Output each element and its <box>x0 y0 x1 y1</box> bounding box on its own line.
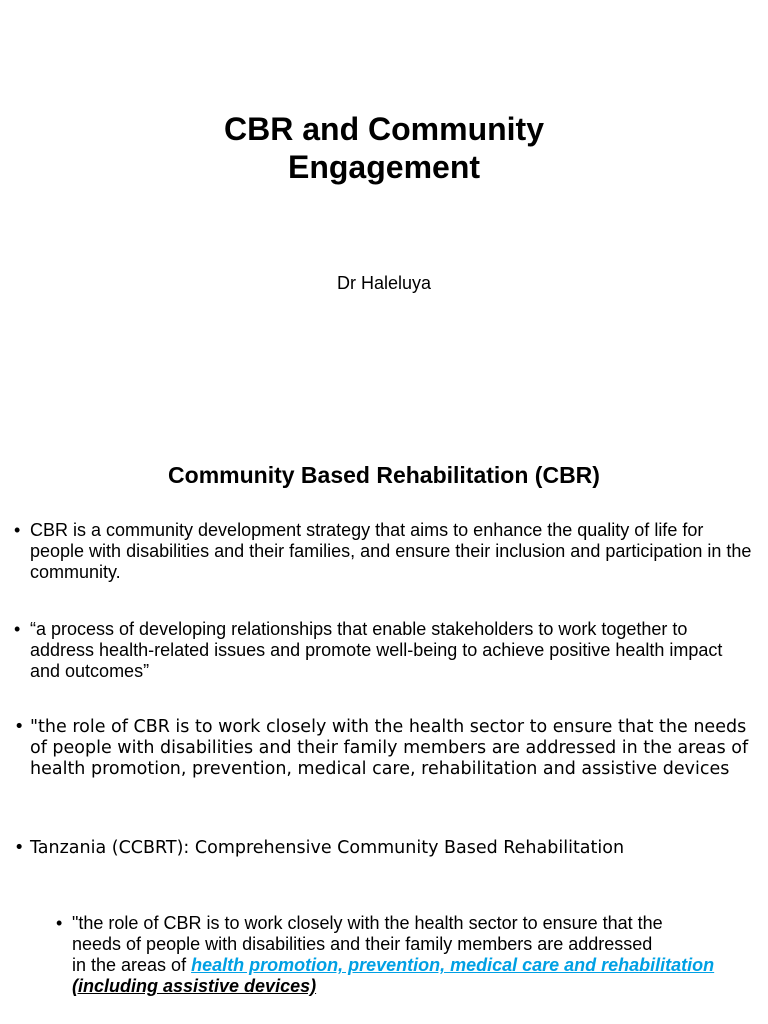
slide-author: Dr Haleluya <box>336 273 432 293</box>
bullet-icon: • <box>14 520 21 540</box>
slide-heading: Community Based Rehabilitation (CBR) <box>168 462 600 488</box>
bullet-text: "the role of CBR is to work closely with the health sector to ensure that the needs of people with disabilities and their family members are addressed in the areas of health promotion, prevention, medical care, rehabilitation and assistive devices <box>30 717 749 779</box>
sub-bullet-line: needs of people with disabilities and their family members are addressed <box>72 934 653 954</box>
bullet-item <box>14 520 754 583</box>
bullet-item <box>14 717 754 780</box>
bullet-icon: • <box>56 913 63 933</box>
sub-bullet-item <box>56 913 736 997</box>
bullet-text: “a process of developing relationships that enable stakeholders to work together to address health-related issues and promote well-being to achieve positive health impact and outcomes” <box>30 619 723 681</box>
bullet-text: CBR is a community development strategy that aims to enhance the quality of life for people with disabilities and their families, and ensure their inclusion and participation in the community. <box>30 520 752 582</box>
content-slide <box>0 420 768 1024</box>
slide-title: CBR and Community Engagement <box>224 111 544 185</box>
bullet-item <box>14 838 754 859</box>
sub-bullet-line: "the role of CBR is to work closely with the health sector to ensure that the <box>72 913 663 933</box>
title-slide <box>0 0 768 420</box>
bullet-icon: • <box>14 619 21 639</box>
bullet-text: Tanzania (CCBRT): Comprehensive Community Based Rehabilitation <box>30 838 625 858</box>
health-areas-link[interactable]: health promotion, prevention, medical care and rehabilitation <box>191 955 715 975</box>
sub-bullet-line: in the areas of <box>72 955 192 975</box>
assistive-devices-note: (including assistive devices) <box>72 976 317 996</box>
bullet-item <box>14 619 754 682</box>
bullet-icon: • <box>14 717 25 737</box>
bullet-icon: • <box>14 838 25 858</box>
